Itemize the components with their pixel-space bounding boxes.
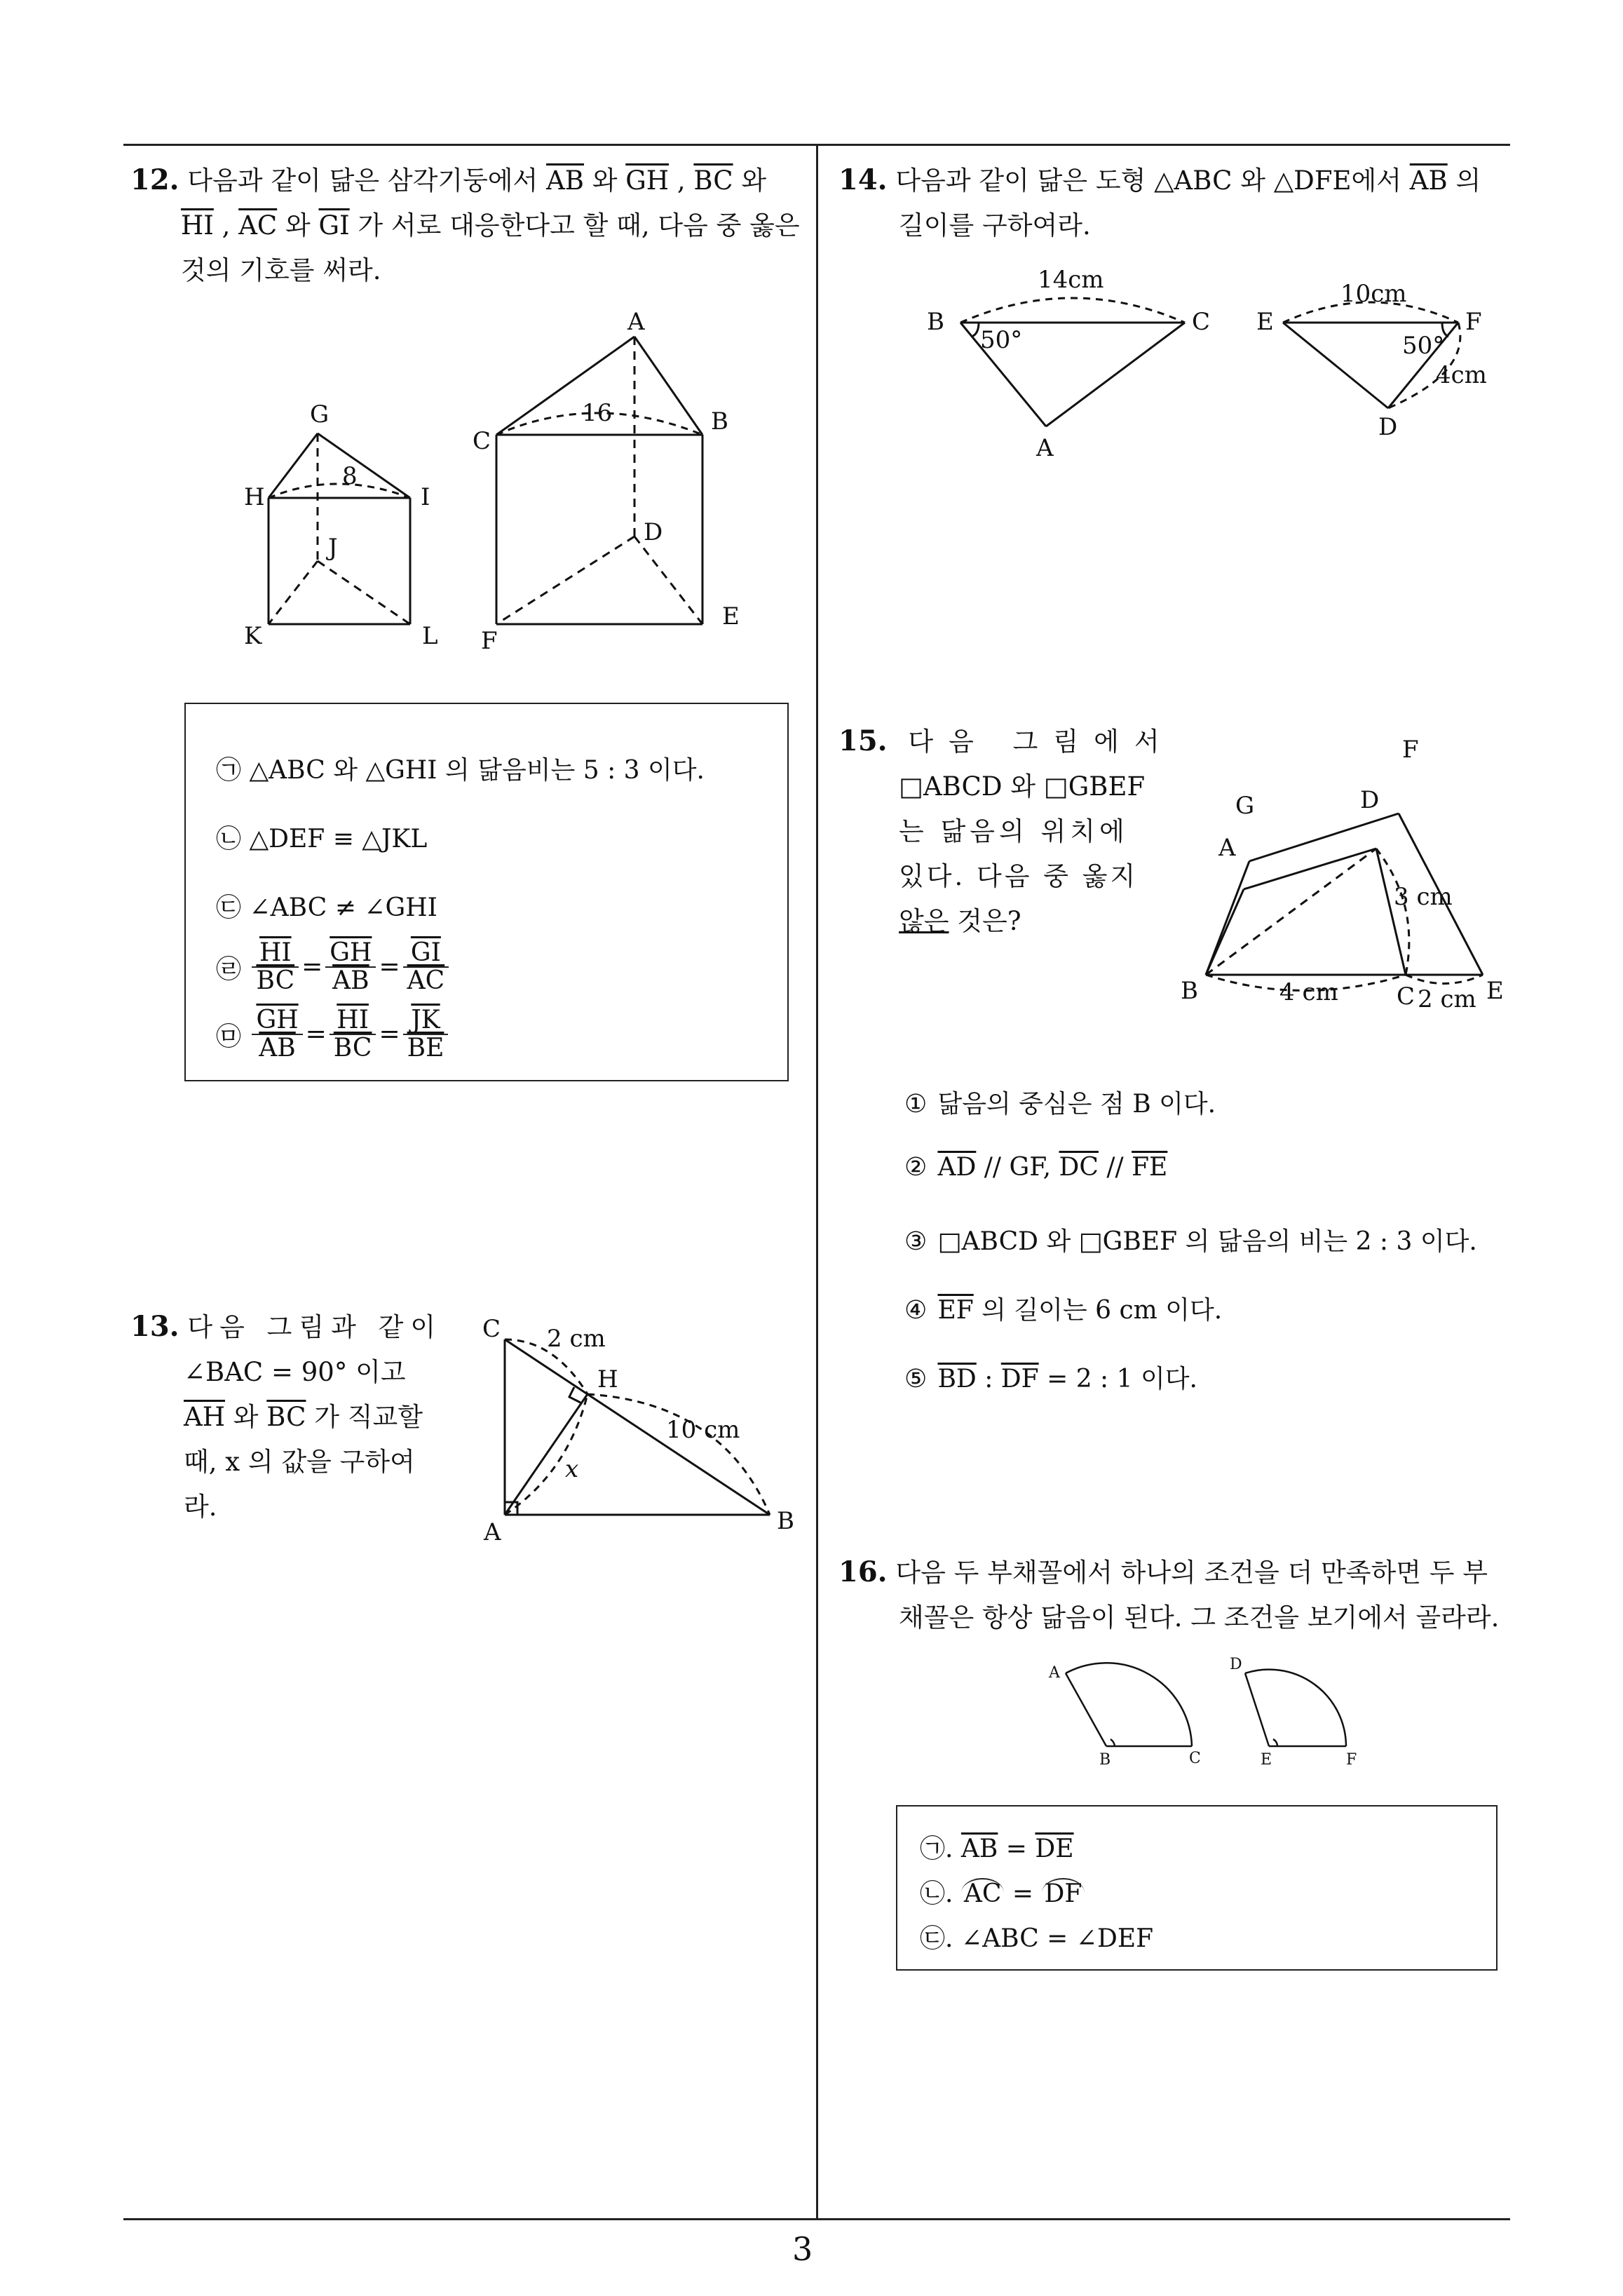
label-D: D bbox=[644, 518, 663, 546]
q13-number: 13. bbox=[130, 1310, 179, 1343]
label-D: D bbox=[1378, 413, 1398, 441]
q16-option-1[interactable]: ㉠. $\overline{AB} = \overline{DE}$ bbox=[920, 1835, 1074, 1863]
label-A: A bbox=[1036, 434, 1054, 462]
label-F: F bbox=[481, 627, 498, 655]
label-A: A bbox=[627, 309, 645, 336]
q13-text: 13. 다음 그림과 같이 ∠BAC = 90° 이고 $\overline{AH}$ 와 $\overline{BC}$ 가 직교할 때, x 의 값을 구하여 라. bbox=[130, 1310, 443, 1522]
q15-option-5[interactable]: ⑤ $\overline{BD}$ : $\overline{DF} = 2$ : 1 이다. bbox=[904, 1365, 1197, 1393]
len-4cm: 4 cm bbox=[1279, 978, 1338, 1006]
q16-option-2[interactable]: ㉡. AC = DF bbox=[920, 1874, 1085, 1910]
label-H: H bbox=[597, 1365, 618, 1393]
label-L: L bbox=[422, 622, 438, 650]
len-4cm: 4cm bbox=[1436, 361, 1487, 389]
q12-option-2[interactable]: ㉡ △DEF ≡ △JKL bbox=[216, 825, 428, 853]
label-C: C bbox=[1192, 308, 1211, 336]
q15-homothety-figure bbox=[1178, 729, 1514, 1024]
angle-50-left: 50° bbox=[980, 326, 1023, 354]
label-A: A bbox=[1049, 1664, 1060, 1682]
label-B: B bbox=[927, 308, 944, 336]
len-10cm: 10cm bbox=[1340, 280, 1407, 308]
q16-text: 16. 다음 두 부채꼴에서 하나의 조건을 더 만족하면 두 부 채꼴은 항상 닮음이 된다. 그 조건을 보기에서 골라라. bbox=[838, 1555, 1500, 1633]
q12-option-4[interactable]: ㉣ $\frac{\overline{HI}}{BC}$ = $\frac{\overline{GH}}{AB}$ = $\frac{\overline{GI}}{AC}$ bbox=[216, 940, 451, 994]
label-B: B bbox=[711, 407, 728, 435]
label-F: F bbox=[1402, 736, 1419, 764]
label-E: E bbox=[1486, 977, 1504, 1005]
q16-sectors-figure bbox=[1038, 1648, 1402, 1774]
len-small: 8 bbox=[342, 462, 358, 490]
q12-number: 12. bbox=[130, 163, 179, 196]
q14-number: 14. bbox=[838, 163, 888, 196]
q15-option-3[interactable]: ③ □ABCD 와 □GBEF 의 닮음의 비는 2 : 3 이다. bbox=[904, 1227, 1477, 1256]
label-I: I bbox=[421, 483, 430, 511]
label-F: F bbox=[1346, 1751, 1357, 1769]
arc-AC: AC bbox=[961, 1878, 1005, 1908]
q12-option-1[interactable]: ㉠ △ABC 와 △GHI 의 닮음비는 5 : 3 이다. bbox=[216, 756, 705, 785]
q14-text: 14. 다음과 같이 닮은 도형 △ABC 와 △DFE에서 $\overline{AB}$ 의 길이를 구하여라. bbox=[838, 163, 1481, 241]
q15-number: 15. bbox=[838, 724, 888, 757]
label-A: A bbox=[1218, 834, 1236, 862]
len-2cm: 2 cm bbox=[547, 1325, 606, 1353]
column-divider bbox=[816, 146, 818, 2220]
q15-text: 15. 다음 그림에서 □ABCD 와 □GBEF 는 닮음의 위치에 있다. 다음 중 옳지 않은 것은? bbox=[838, 724, 1175, 936]
label-C: C bbox=[1189, 1750, 1201, 1767]
label-E: E bbox=[722, 602, 740, 630]
q16-option-3[interactable]: ㉢. ∠ABC = ∠DEF bbox=[920, 1924, 1154, 1953]
len-big: 16 bbox=[582, 399, 613, 427]
label-B: B bbox=[1099, 1751, 1111, 1769]
label-E: E bbox=[1261, 1751, 1272, 1769]
label-C: C bbox=[482, 1315, 501, 1343]
label-D: D bbox=[1360, 786, 1380, 814]
label-G: G bbox=[1235, 792, 1255, 820]
bottom-rule bbox=[123, 2218, 1510, 2220]
label-B: B bbox=[1181, 977, 1198, 1005]
label-H: H bbox=[244, 483, 265, 511]
len-10cm: 10 cm bbox=[666, 1416, 740, 1444]
label-D: D bbox=[1230, 1656, 1242, 1673]
q15-option-2[interactable]: ② $\overline{AD}$ // GF, $\overline{DC} // \overline{FE}$ bbox=[904, 1153, 1168, 1182]
label-E: E bbox=[1256, 308, 1274, 336]
q15-option-1[interactable]: ① 닮음의 중심은 점 B 이다. bbox=[904, 1090, 1216, 1119]
label-C: C bbox=[1397, 982, 1415, 1011]
label-x: x bbox=[565, 1455, 579, 1483]
q12-text: 12. 다음과 같이 닮은 삼각기둥에서 $\overline{AB}$ 와 $\overline{GH}$ , $\overline{BC}$ 와 $\overline{HI}$ , $\overline{AC}$ 와 $\overline{GI}$ 가 서로 대응한다고 할 때, 다음 중 옳은 것의 기호를 써라. bbox=[130, 163, 800, 285]
label-A: A bbox=[484, 1518, 501, 1546]
label-C: C bbox=[473, 427, 491, 455]
page-number: 3 bbox=[792, 2230, 813, 2268]
label-G: G bbox=[310, 400, 330, 428]
angle-50-right: 50° bbox=[1402, 332, 1445, 360]
q15-option-4[interactable]: ④ $\overline{EF}$ 의 길이는 6 cm 이다. bbox=[904, 1296, 1223, 1325]
q12-option-5[interactable]: ㉤ $\frac{\overline{GH}}{AB}$ = $\frac{\overline{HI}}{BC}$ = $\frac{\overline{JK}}{BE}$ bbox=[216, 1007, 451, 1062]
arc-DF: DF bbox=[1042, 1878, 1085, 1908]
q13-triangle-figure bbox=[477, 1311, 806, 1550]
q16-number: 16. bbox=[838, 1555, 888, 1588]
label-B: B bbox=[777, 1507, 794, 1535]
len-2cm: 2 cm bbox=[1418, 985, 1476, 1013]
label-F: F bbox=[1465, 308, 1482, 336]
q12-prism-figure bbox=[231, 309, 764, 673]
label-J: J bbox=[328, 534, 338, 562]
len-14cm: 14cm bbox=[1038, 266, 1104, 294]
q14-triangles-figure bbox=[911, 266, 1528, 477]
len-3cm: 3 cm bbox=[1394, 883, 1453, 911]
label-K: K bbox=[244, 622, 262, 650]
q12-option-3[interactable]: ㉢ ∠ABC ≠ ∠GHI bbox=[216, 893, 437, 922]
